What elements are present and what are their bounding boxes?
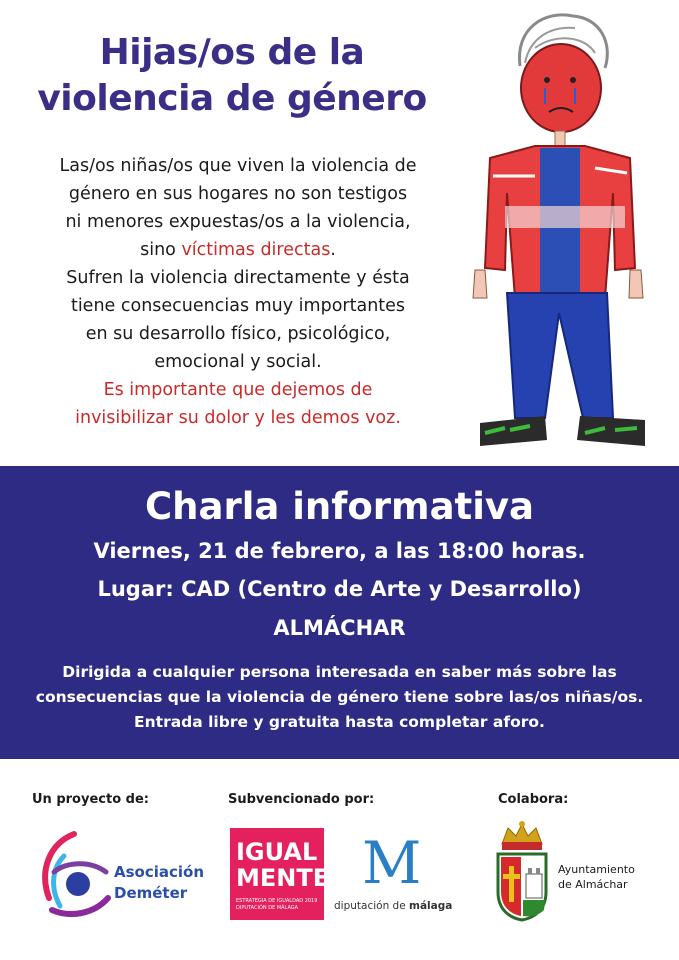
event-town: ALMÁCHAR (273, 616, 406, 640)
event-description (0, 660, 679, 735)
igualmente-line: IGUAL (236, 838, 318, 866)
event-banner (0, 466, 679, 759)
coat-of-arms-icon (492, 820, 552, 922)
diputacion-text-a: diputación de (334, 900, 410, 912)
eye-shape (570, 77, 576, 83)
hand-shape (629, 270, 643, 298)
intro-line: ni menores expuestas/os a la violencia, (65, 212, 411, 232)
diputacion-text-b: málaga (409, 900, 453, 912)
intro-fragment: . (330, 240, 336, 260)
hand-shape (473, 270, 487, 298)
event-place: Lugar: CAD (Centro de Arte y Desarrollo) (97, 577, 582, 601)
intro-line: en su desarrollo físico, psicológico, (85, 324, 391, 344)
pants-shape (507, 293, 613, 418)
call-to-action: Es importante que dejemos de (103, 380, 373, 400)
demeter-line: Asociación (114, 863, 205, 881)
event-heading: Charla informativa (144, 485, 534, 528)
intro-line: emocional y social. (154, 352, 322, 372)
demeter-logo-icon (34, 826, 116, 922)
project-label: Un proyecto de: (32, 792, 149, 807)
intro-line: Las/os niñas/os que viven la violencia de (59, 156, 417, 176)
demeter-name (114, 862, 204, 904)
bag-shape (505, 206, 625, 228)
child-drawing-illustration (445, 8, 670, 458)
intro-fragment: sino (140, 240, 182, 260)
diputacion-text (334, 900, 452, 912)
page-title (20, 30, 444, 122)
collab-label: Colabora: (498, 792, 569, 807)
title-line: violencia de género (37, 78, 427, 119)
igualmente-sub: DIPUTACIÓN DE MÁLAGA (236, 905, 299, 911)
call-to-action: invisibilizar su dolor y les demos voz. (75, 408, 401, 428)
demeter-line: Deméter (114, 884, 188, 902)
intro-text (28, 152, 448, 432)
diputacion-logo (334, 829, 453, 920)
ayuntamiento-name (558, 862, 635, 892)
intro-line: tiene consecuencias muy importantes (70, 296, 406, 316)
igualmente-line: MENTE (236, 864, 330, 892)
ayuntamiento-line: Ayuntamiento (558, 863, 635, 876)
description-line: consecuencias que la violencia de género tiene sobre las/os niñas/os. (35, 688, 644, 706)
intro-line (28, 236, 448, 264)
igualmente-sub: ESTRATEGIA DE IGUALDAD 2019 (236, 898, 318, 904)
subsidy-label: Subvencionado por: (228, 792, 375, 807)
face-shape (521, 44, 601, 132)
ayuntamiento-line: de Almáchar (558, 878, 628, 891)
igualmente-logo (230, 828, 330, 920)
description-line: Entrada libre y gratuita hasta completar aforo. (134, 713, 545, 731)
highlight-text: víctimas directas (181, 240, 331, 260)
intro-line: Sufren la violencia directamente y ésta (66, 268, 410, 288)
top-section (0, 0, 679, 466)
eye-shape (544, 77, 550, 83)
title-line: Hijas/os de la (99, 32, 365, 73)
intro-line: género en sus hogares no son testigos (68, 184, 408, 204)
event-date: Viernes, 21 de febrero, a las 18:00 horas. (93, 539, 586, 563)
diputacion-letter: M (362, 829, 422, 897)
description-line: Dirigida a cualquier persona interesada en saber más sobre las (62, 663, 617, 681)
